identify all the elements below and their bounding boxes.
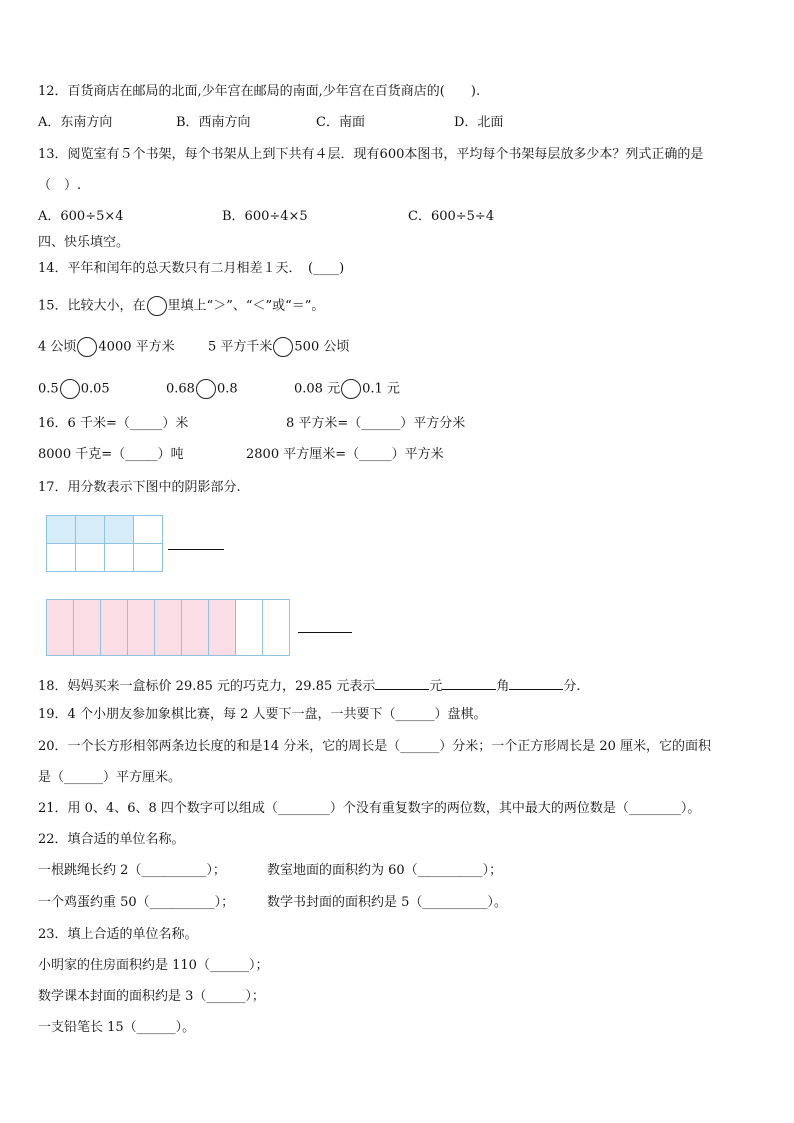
q21-text: 21．用 0、4、6、8 四个数字可以组成（________）个没有重复数字的两位数，其中最大的两位数是（________）。 — [38, 801, 701, 816]
q22-d: 数学书封面的面积约是 5（__________）。 — [267, 895, 507, 910]
shaded-cell — [182, 600, 209, 656]
q18-unit-yuan: 元 — [429, 679, 443, 694]
q18-unit-jiao: 角 — [496, 679, 510, 694]
unshaded-cell — [236, 600, 263, 656]
q18-part-a: 18．妈妈买来一盒标价 29.85 元的巧克力，29.85 元表示 — [38, 679, 376, 694]
q15-left: 0.08 元 — [294, 381, 341, 397]
q15-left: 4 公顷 — [38, 339, 77, 355]
q22-c: 一个鸡蛋约重 50（__________）； — [38, 895, 235, 910]
q13-stem-cont: （ ）. — [38, 178, 82, 193]
q22-stem: 22．填合适的单位名称。 — [38, 832, 185, 847]
q18-unit-fen: 分. — [563, 679, 581, 694]
q23-a: 小明家的住房面积约是 110（______）； — [38, 958, 269, 973]
shaded-cell — [105, 516, 134, 544]
shaded-cell — [128, 600, 155, 656]
answer-blank[interactable] — [298, 632, 352, 633]
shaded-cell — [74, 600, 101, 656]
q13-stem: 13．阅览室有５个书架，每个书架从上到下共有４层．现有600本图书，平均每个书架每层放多少本？列式正确的是 — [38, 147, 704, 162]
q12-option-c: C．南面 — [316, 115, 365, 130]
compare-circle-icon[interactable] — [60, 379, 80, 399]
q12-option-b: B．西南方向 — [176, 115, 251, 130]
shaded-cell — [209, 600, 236, 656]
q16-c: 8000 千克=（_____）吨 — [38, 447, 184, 462]
fraction-grid-figure-1 — [46, 515, 163, 572]
section-title: 四、快乐填空。 — [38, 235, 130, 250]
unshaded-cell — [134, 516, 163, 544]
q13-option-a: A．600÷5×4 — [38, 209, 124, 224]
q12-option-a: A．东南方向 — [38, 115, 113, 130]
q15-item — [166, 379, 238, 399]
q13-option-c: C．600÷5÷4 — [408, 209, 495, 224]
q15-right: 0.1 元 — [362, 381, 400, 397]
q17-stem: 17．用分数表示下图中的阴影部分. — [38, 480, 241, 495]
unshaded-cell — [263, 600, 290, 656]
compare-circle-icon — [147, 296, 167, 316]
shaded-cell — [155, 600, 182, 656]
q15-left: 5 平方千米 — [208, 339, 273, 355]
q20-line1: 20．一个长方形相邻两条边长度的和是14 分米，它的周长是（______）分米；一个正方形周长是 20 厘米，它的面积 — [38, 739, 712, 754]
shaded-cell — [47, 600, 74, 656]
unshaded-cell — [105, 544, 134, 572]
q15-stem-b: 里填上“＞”、“＜”或“＝”。 — [167, 298, 325, 314]
q12-option-d: D．北面 — [454, 115, 504, 130]
fraction-strip-figure-2 — [46, 599, 290, 656]
q23-c: 一支铅笔长 15（______）。 — [38, 1020, 196, 1035]
q22-a: 一根跳绳长约 2（__________）； — [38, 863, 226, 878]
q18-text — [38, 676, 581, 696]
answer-blank[interactable] — [168, 549, 224, 550]
q15-stem — [38, 296, 324, 316]
q12-stem: 12．百货商店在邮局的北面,少年宫在邮局的南面,少年宫在百货商店的( ). — [38, 84, 481, 99]
q15-stem-a: 15．比较大小，在 — [38, 298, 146, 314]
q15-left: 0.68 — [166, 381, 195, 397]
q15-right: 4000 平方米 — [98, 339, 175, 355]
q15-right: 0.8 — [216, 381, 238, 397]
compare-circle-icon[interactable] — [77, 337, 97, 357]
q19-text: 19．4 个小朋友参加象棋比赛，每 2 人要下一盘，一共要下（______）盘棋。 — [38, 707, 487, 722]
q16-a: 16．6 千米=（_____）米 — [38, 416, 189, 431]
q13-option-b: B．600÷4×5 — [222, 209, 308, 224]
answer-blank[interactable] — [442, 676, 496, 690]
unshaded-cell — [76, 544, 105, 572]
q15-item — [208, 337, 349, 357]
answer-blank[interactable] — [375, 676, 429, 690]
q15-right: 500 公顷 — [294, 339, 350, 355]
q22-b: 教室地面的面积约为 60（__________）； — [267, 863, 503, 878]
compare-circle-icon[interactable] — [341, 379, 361, 399]
compare-circle-icon[interactable] — [196, 379, 216, 399]
shaded-cell — [47, 516, 76, 544]
q15-item — [294, 379, 400, 399]
compare-circle-icon[interactable] — [273, 337, 293, 357]
q23-b: 数学课本封面的面积约是 3（______）； — [38, 989, 265, 1004]
q16-d: 2800 平方厘米=（_____）平方米 — [246, 447, 444, 462]
q15-item — [38, 337, 175, 357]
shaded-cell — [101, 600, 128, 656]
unshaded-cell — [134, 544, 163, 572]
answer-blank[interactable] — [509, 676, 563, 690]
q15-left: 0.5 — [38, 381, 59, 397]
q15-right: 0.05 — [80, 381, 110, 397]
q20-line2: 是（______）平方厘米。 — [38, 770, 182, 785]
q23-stem: 23．填上合适的单位名称。 — [38, 927, 198, 942]
shaded-cell — [76, 516, 105, 544]
unshaded-cell — [47, 544, 76, 572]
q15-item — [38, 379, 110, 399]
q16-b: 8 平方米=（______）平方分米 — [286, 416, 466, 431]
q14-text: 14．平年和闰年的总天数只有二月相差１天． (____) — [38, 261, 345, 276]
